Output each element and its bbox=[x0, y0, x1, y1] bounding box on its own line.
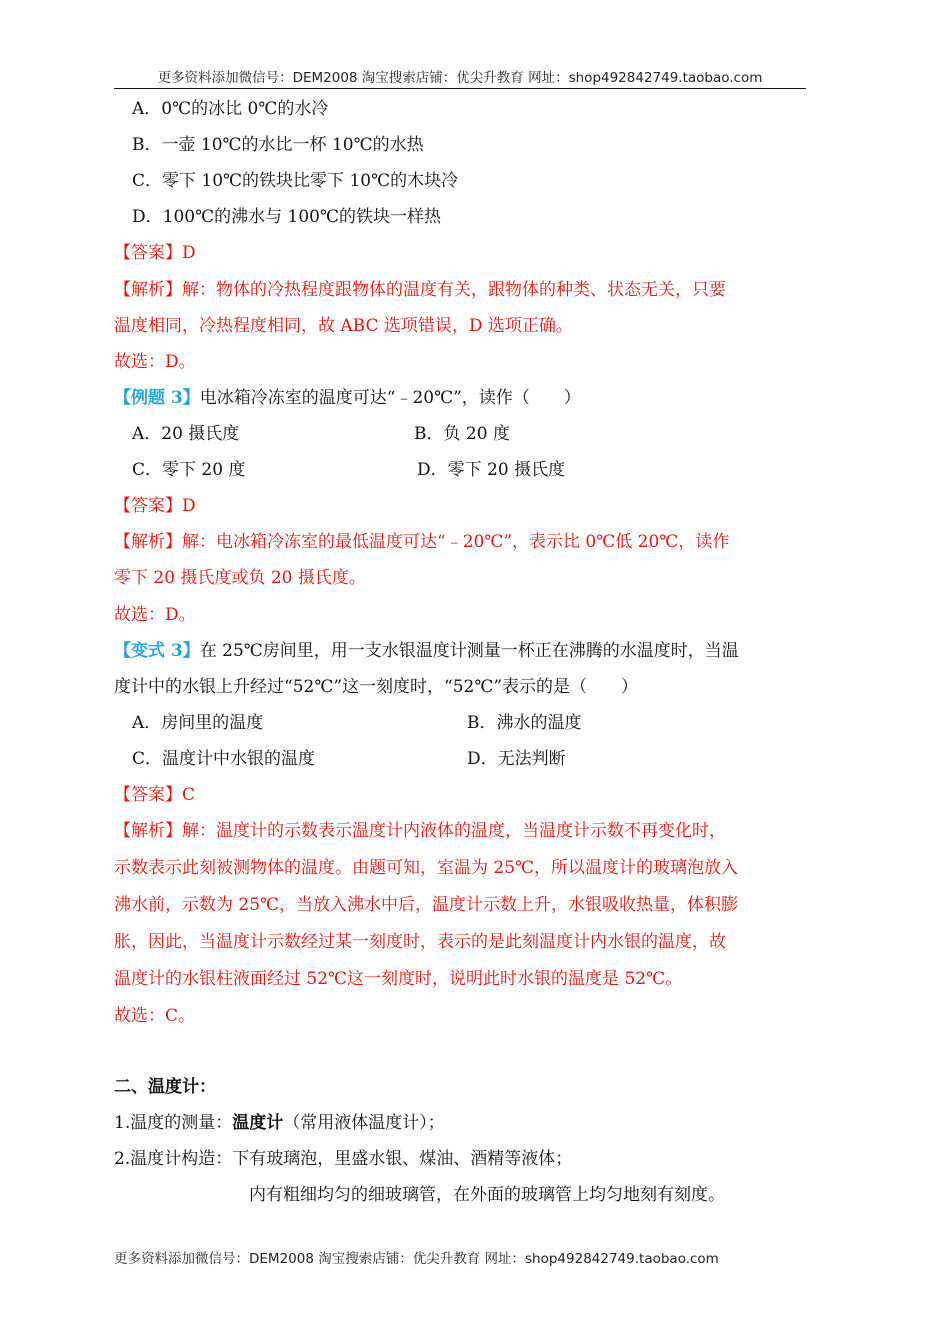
answer-value: D bbox=[182, 243, 196, 263]
variant3-analysis-line-4: 胀，因此，当温度计示数经过某一刻度时，表示的是此刻温度计内水银的温度，故 bbox=[114, 932, 726, 952]
item1-suffix: （常用液体温度计）； bbox=[283, 1113, 445, 1133]
variant3-option-c: C．温度计中水银的温度 bbox=[132, 749, 316, 769]
analysis-text: 解：温度计的示数表示温度计内液体的温度，当温度计示数不再变化时， bbox=[182, 821, 726, 841]
analysis-text: 解：电冰箱冷冻室的最低温度可达“﹣20℃”，表示比 0℃低 20℃，读作 bbox=[182, 532, 730, 552]
q2-answer bbox=[114, 242, 196, 264]
analysis-tag: 【解析】 bbox=[114, 532, 182, 552]
variant3-question-line-2: 度计中的水银上升经过“52℃”这一刻度时，“52℃”表示的是（ ） bbox=[114, 677, 639, 697]
example3-analysis-line-1 bbox=[114, 531, 729, 553]
example3-option-b: B．负 20 度 bbox=[414, 424, 510, 444]
analysis-tag: 【解析】 bbox=[114, 280, 182, 300]
example3-analysis-line-2: 零下 20 摄氏度或负 20 摄氏度。 bbox=[114, 568, 366, 588]
page-header: 更多资料添加微信号：DEM2008 淘宝搜索店铺：优尖升教育 网址：shop492842749.taobao.com bbox=[157, 70, 763, 86]
q2-option-c: C．零下 10℃的铁块比零下 10℃的木块冷 bbox=[132, 171, 459, 191]
q2-analysis-line-2: 温度相同，冷热程度相同，故 ABC 选项错误，D 选项正确。 bbox=[114, 316, 573, 336]
variant3-option-b: B．沸水的温度 bbox=[467, 713, 582, 733]
section-title: 二、温度计： bbox=[114, 1077, 216, 1097]
q2-option-a: A．0℃的冰比 0℃的水冷 bbox=[132, 99, 329, 119]
section2-item-1 bbox=[114, 1112, 445, 1134]
item1-prefix: 1.温度的测量： bbox=[114, 1113, 233, 1133]
analysis-text: 解：物体的冷热程度跟物体的温度有关，跟物体的种类、状态无关，只要 bbox=[182, 280, 726, 300]
example3-question bbox=[114, 387, 581, 409]
q2-conclusion: 故选：D。 bbox=[114, 352, 196, 372]
example3-answer bbox=[114, 495, 196, 517]
section2-item-2: 2.温度计构造：下有玻璃泡，里盛水银、煤油、酒精等液体； bbox=[114, 1149, 573, 1169]
example3-option-d: D．零下 20 摄氏度 bbox=[417, 460, 566, 480]
example3-tag: 【例题 3】 bbox=[114, 388, 200, 408]
q2-analysis-line-1 bbox=[114, 279, 726, 301]
section2-item-2-continued: 内有粗细均匀的细玻璃管，在外面的玻璃管上均匀地刻有刻度。 bbox=[249, 1185, 725, 1205]
q2-option-d: D．100℃的沸水与 100℃的铁块一样热 bbox=[132, 207, 441, 227]
variant3-question-text: 在 25℃房间里，用一支水银温度计测量一杯正在沸腾的水温度时，当温 bbox=[199, 641, 739, 661]
variant3-option-d: D．无法判断 bbox=[467, 749, 566, 769]
page-footer: 更多资料添加微信号：DEM2008 淘宝搜索店铺：优尖升教育 网址：shop492842749.taobao.com bbox=[114, 1251, 719, 1267]
q2-option-b: B．一壶 10℃的水比一杯 10℃的水热 bbox=[132, 135, 424, 155]
answer-value: D bbox=[182, 496, 196, 516]
variant3-analysis-line-5: 温度计的水银柱液面经过 52℃这一刻度时，说明此时水银的温度是 52℃。 bbox=[114, 969, 683, 989]
item1-keyword: 温度计 bbox=[232, 1113, 284, 1133]
variant3-analysis-line-1 bbox=[114, 820, 726, 842]
variant3-conclusion: 故选：C。 bbox=[114, 1006, 196, 1026]
example3-option-a: A．20 摄氏度 bbox=[132, 424, 240, 444]
answer-tag: 【答案】 bbox=[114, 496, 182, 516]
example3-question-text: 电冰箱冷冻室的温度可达“﹣20℃”，读作（ ） bbox=[199, 388, 581, 408]
answer-value: C bbox=[182, 785, 196, 805]
variant3-answer bbox=[114, 784, 195, 806]
example3-conclusion: 故选：D。 bbox=[114, 605, 196, 625]
variant3-analysis-line-3: 沸水前，示数为 25℃，当放入沸水中后，温度计示数上升，水银吸收热量，体积膨 bbox=[114, 895, 739, 915]
header-rule bbox=[114, 88, 806, 89]
answer-tag: 【答案】 bbox=[114, 785, 182, 805]
example3-option-c: C．零下 20 度 bbox=[132, 460, 246, 480]
answer-tag: 【答案】 bbox=[114, 243, 182, 263]
variant3-tag: 【变式 3】 bbox=[114, 641, 200, 661]
variant3-question-line-1 bbox=[114, 640, 739, 662]
variant3-analysis-line-2: 示数表示此刻被测物体的温度。由题可知，室温为 25℃，所以温度计的玻璃泡放入 bbox=[114, 858, 739, 878]
analysis-tag: 【解析】 bbox=[114, 821, 182, 841]
variant3-option-a: A．房间里的温度 bbox=[132, 713, 264, 733]
